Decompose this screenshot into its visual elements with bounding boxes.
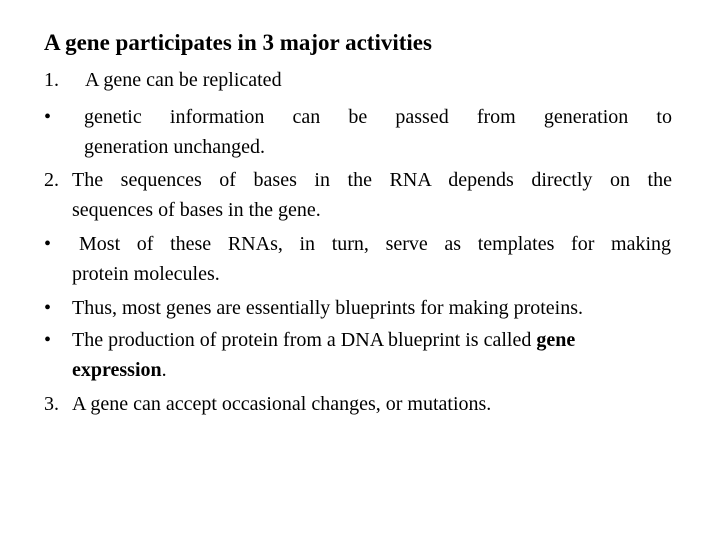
key-term-expression: expression: [72, 359, 162, 381]
list-item-text: genetic information can be passed from generation to: [84, 106, 672, 128]
list-item-text-continued: generation unchanged.: [84, 136, 266, 158]
list-item-text-continued: sequences of bases in the gene.: [72, 199, 321, 221]
list-item-text: A gene can accept occasional changes, or mutations.: [72, 393, 492, 415]
bullet-icon: •: [44, 329, 52, 351]
list-item-text-continued: protein molecules.: [72, 263, 220, 285]
list-item-text-plain: The production of protein from a DNA blueprint is called: [72, 329, 532, 351]
list-item-text: A gene can be replicated: [85, 69, 282, 91]
key-term-gene: gene: [536, 329, 576, 351]
bullet-icon: •: [44, 233, 52, 255]
list-number: 1.: [44, 69, 59, 91]
list-item-text: Most of these RNAs, in turn, serve as templates for making: [79, 233, 671, 255]
list-number: 2.: [44, 169, 59, 191]
list-number: 3.: [44, 393, 59, 415]
list-item-text: The sequences of bases in the RNA depends directly on the: [72, 169, 672, 191]
list-item-text: Thus, most genes are essentially blueprints for making proteins.: [72, 297, 584, 319]
list-item-text: [72, 325, 575, 357]
slide-title: A gene participates in 3 major activities: [44, 30, 432, 55]
bullet-icon: •: [44, 106, 52, 128]
bullet-icon: •: [44, 297, 52, 319]
period: .: [161, 359, 167, 381]
list-item-text-continued: [72, 355, 167, 387]
